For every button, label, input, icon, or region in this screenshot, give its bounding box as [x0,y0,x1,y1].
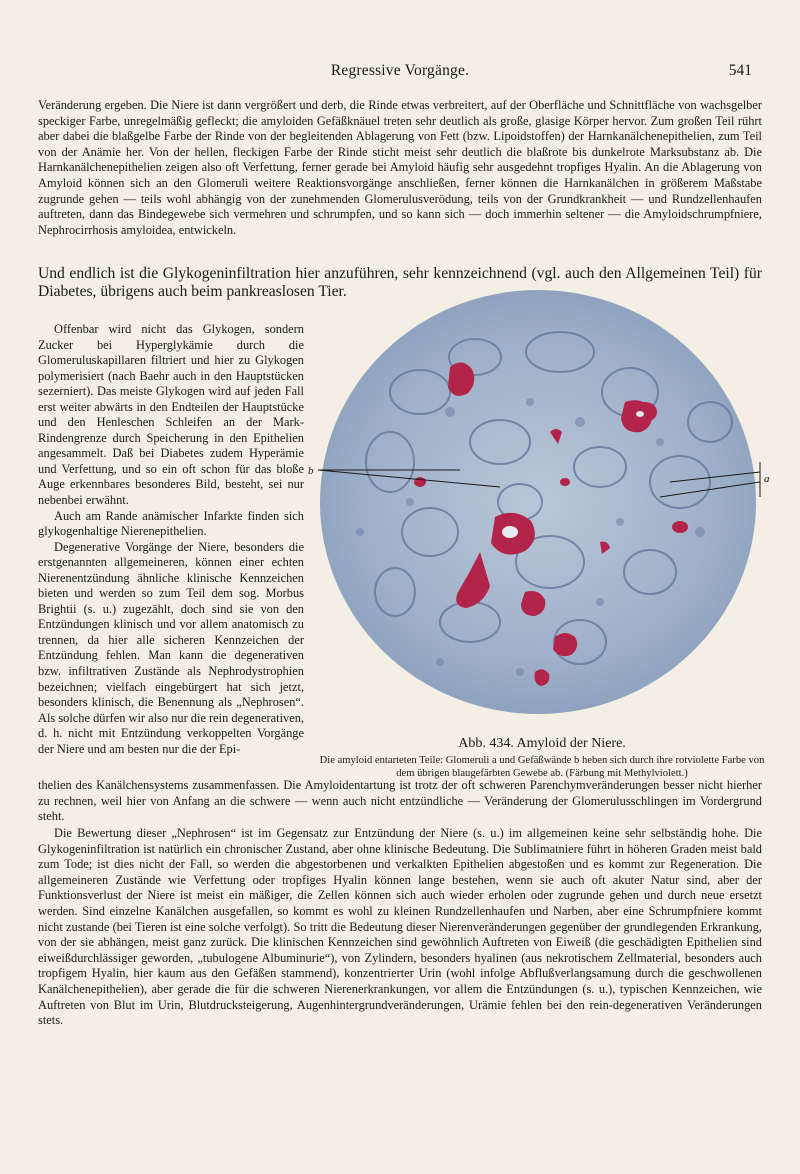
continuation-paragraph: thelien des Kanälchensystems zusammenfassen. Die Amyloidentartung ist trotz der oft schweren Parenchymveränderungen besser nicht hierher zu rechnen, weil hier von Anfang an die schwere — wenn auch nicht entzündliche — Veränderung der Glomerulusschlingen im Vordergrund steht. [38,778,762,824]
left-paragraph-2: Auch am Rande anämischer Infarkte finden sich glykogenhaltige Nierenepithelien. [38,508,304,539]
label-b: b [308,465,314,477]
caption-title: Abb. 434. Amyloid der Niere. [458,736,626,751]
page-number: 541 [728,62,752,79]
figure-kidney-amyloid [300,282,780,722]
figure-caption [312,736,772,780]
caption-body: Die amyloid entarteten Teile: Glomeruli a und Gefäßwände b heben sich durch ihre rotviolette Farbe von dem übrigen blaugefärbten Gewebe ab. (Färbung mit Methylviolett.) [319,755,765,779]
histology-image [300,282,780,722]
left-column [38,322,304,757]
intro-paragraph: Veränderung ergeben. Die Niere ist dann vergrößert und derb, die Rinde etwas verbreitert, auf der Oberfläche und Schnittfläche von wachsgelber speckiger Farbe, unregelmäßig gefleckt; die amyloiden Gefäßknäuel treten sehr deutlich als große, glasige Körper hervor. Zum großen Teil rührt aber dabei die blaßgelbe Farbe der Rinde von der begleitenden Ablagerung von Fett (bzw. Lipoidstoffen) der Harnkanälchenepithelien, zum Teil von der Anämie her. Von der hellen, fleckigen Farbe der Rinde sticht meist sehr deutlich die blaßrote bis dunkelrote Marksubstanz ab. Die Harnkanälchenepithelien zeigen also oft Verfettung, ferner gerade bei Amyloid häufig sehr ausgedehnt tropfiges Hyalin. An die Ablagerung von Amyloid können sich an den Glomeruli weitere Reaktionsvorgänge anschließen, ferner können die Harnkanälchen in größerem Maßstabe zugrunde gehen — teils wohl abhängig von der zunehmenden Glomerulusverödung, teils von der Grundkrankheit — und Rundzellenhaufen auftreten, dann das Bindegewebe sich vermehren und schrumpfen, und so kann sich — doch immerhin seltener — die Amyloidschrumpfniere, Nephrocirrhosis amyloidea, entwickeln. [38,98,762,237]
left-paragraph-1: Offenbar wird nicht das Glykogen, sondern Zucker bei Hyperglykämie durch die Glomeruluskapillaren filtriert und hier zu Glykogen polymerisiert (nach Baehr auch in den Hauptstücken sezerniert). Das meiste Glykogen wird auf jeden Fall erst weiter abwärts in den Endteilen der Hauptstücke und den Henleschen Schleifen an der Mark-Rindengrenze durch Speicherung in den Epithelien angesammelt. Daß bei Diabetes zudem Hyperämie und Verfettung, und so ein oft schon für das bloße Auge erkennbares besonderes Bild, besteht, sei nur nebenbei erwähnt. [38,322,304,508]
label-a: a [764,473,770,485]
page-header [0,62,800,82]
running-title: Regressive Vorgänge. [330,62,470,79]
glycogen-heading: Und endlich ist die Glykogeninfiltration hier anzuführen, sehr kennzeichnend (vgl. auch den Allgemeinen Teil) für Diabetes, übrigens auch beim pankreaslosen Tier. [38,265,762,301]
final-paragraph: Die Bewertung dieser „Nephrosen“ ist im Gegensatz zur Entzündung der Niere (s. u.) im allgemeinen keine sehr selbständig hohe. Die Glykogeninfiltration ist natürlich ein chronischer Zustand, aber ohne klinische Bedeutung. Die Sublimatniere führt in höheren Graden meist bald zum Tode; ist dies nicht der Fall, so werden die abgestorbenen und verkalkten Epithelien abgestoßen und es kommt zur Regeneration. Die allgemeineren Zustände wie Verfettung oder tropfiges Hyalin können lange bestehen, wenn sie auch oft akuter Natur sind, aber der Funktionsverlust der Niere ist meist ein mäßiger, die Zellen können sich auch wieder erholen oder zugrunde gehen und durch neue ersetzt werden. Sind einzelne Kanälchen ausgefallen, so kommt es wohl zu kleinen Rundzellenhaufen und Narben, aber eine Schrumpfniere kommt nicht zustande (bei Tieren ist eine solche verfolgt). So tritt die Bedeutung dieser Nierenveränderungen gegenüber der grundlegenden Erkrankung, von der sie abhängen, meist ganz zurück. Die klinischen Kennzeichen sind gewöhnlich Auftreten von Eiweiß (die geschädigten Epithelien sind eiweißdurchlässiger geworden, „tubulogene Albuminurie“), von Zylindern, besonders hyalinen (aus nekrotischem Zellmaterial, besonders auch tropfigem Hyalin, hier kaum aus den Gefäßen stammend), konzentrierter Urin (wohl infolge Abflußverlangsamung durch die geschwollenen Kanälchenepithelien), aber gerade die für die schweren Nierenerkrankungen, vor allem die Entzündungen (s. u.), typischen Kennzeichen, wie Auftreten von Blut im Urin, Blutdrucksteigerung, Augenhintergrundveränderungen, Urämie fehlen bei den rein-degenerativen Veränderungen stets. [38,826,762,1028]
left-paragraph-3: Degenerative Vorgänge der Niere, besonders die erstgenannten allgemeineren, können einer echten Nierenentzündung ähnliche klinische Kennzeichen bieten und werden so zum Teil dem sog. Morbus Brightii (s. u.) zugezählt, doch sind sie von den Entzündungen klinisch und vor allem anatomisch zu trennen, da hier alle sicheren Kennzeichen der Entzündung fehlen. Man kann die degenerativen bzw. infiltrativen Zustände als Nephrodystrophien bezeichnen; vielfach eingebürgert hat sich jetzt, besonders klinisch, die Benennung als „Nephrosen“. Als solche dürfen wir also nur die rein degenerativen, d. h. nicht mit Entzündung verkoppelten Vorgänge der Niere und am besten nur die der Epi- [38,539,304,756]
